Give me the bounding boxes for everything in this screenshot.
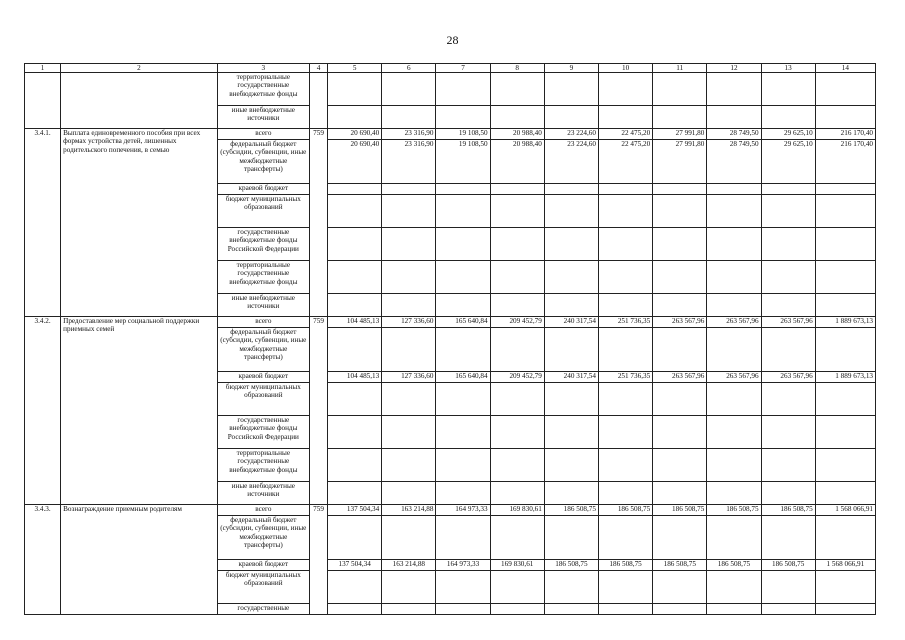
empty-cell [382, 73, 436, 106]
value-cell [328, 516, 382, 560]
value-cell: 22 475,20 [598, 129, 652, 140]
empty-cell [653, 294, 707, 317]
empty-cell [598, 482, 652, 505]
value-cell [328, 328, 382, 372]
column-number: 4 [309, 64, 327, 73]
empty-cell [761, 383, 815, 416]
empty-cell [544, 383, 598, 416]
empty-cell [490, 195, 544, 228]
empty-cell [382, 482, 436, 505]
source-label: краевой бюджет [217, 372, 309, 383]
empty-cell [653, 416, 707, 449]
column-number: 14 [815, 64, 875, 73]
value-cell [490, 328, 544, 372]
empty-cell [382, 106, 436, 129]
empty-cell [436, 604, 490, 615]
value-cell: 20 690,40 [328, 129, 382, 140]
empty-cell [382, 449, 436, 482]
empty-cell [761, 261, 815, 294]
row-number: 3.4.3. [25, 505, 61, 615]
empty-cell [815, 571, 875, 604]
source-label: бюджет муниципальных образований [217, 195, 309, 228]
value-cell: 164 973,33 [436, 505, 490, 516]
empty-cell [328, 106, 382, 129]
empty-cell [490, 482, 544, 505]
value-cell: 186 508,75 [544, 560, 598, 571]
value-cell: 251 736,35 [598, 317, 652, 328]
empty-cell [815, 195, 875, 228]
empty-cell [598, 294, 652, 317]
empty-cell [598, 416, 652, 449]
source-label: территориальные государственные внебюджетные фонды [217, 449, 309, 482]
value-cell: 164 973,33 [436, 560, 490, 571]
empty-cell [707, 383, 761, 416]
value-cell [815, 184, 875, 195]
empty-cell [598, 261, 652, 294]
empty-cell [815, 416, 875, 449]
value-cell: 104 485,13 [328, 372, 382, 383]
column-number: 12 [707, 64, 761, 73]
source-label: всего [217, 505, 309, 516]
value-cell: 169 830,61 [490, 505, 544, 516]
empty-cell [61, 73, 218, 129]
value-cell: 263 567,96 [761, 372, 815, 383]
value-cell: 28 749,50 [707, 140, 761, 184]
empty-cell [382, 416, 436, 449]
value-cell: 263 567,96 [761, 317, 815, 328]
column-number: 1 [25, 64, 61, 73]
empty-cell [328, 383, 382, 416]
empty-cell [815, 228, 875, 261]
empty-cell [598, 604, 652, 615]
empty-cell [598, 571, 652, 604]
empty-cell [490, 604, 544, 615]
column-number: 3 [217, 64, 309, 73]
value-cell: 1 889 673,13 [815, 372, 875, 383]
empty-cell [761, 571, 815, 604]
empty-cell [815, 106, 875, 129]
value-cell [436, 516, 490, 560]
empty-cell [598, 106, 652, 129]
empty-cell [544, 195, 598, 228]
value-cell: 263 567,96 [707, 317, 761, 328]
empty-cell [544, 604, 598, 615]
empty-cell [382, 228, 436, 261]
empty-cell [707, 416, 761, 449]
value-cell: 127 336,60 [382, 372, 436, 383]
value-cell: 209 452,79 [490, 372, 544, 383]
empty-cell [815, 261, 875, 294]
value-cell: 28 749,50 [707, 129, 761, 140]
empty-cell [309, 73, 327, 129]
empty-cell [815, 604, 875, 615]
empty-cell [707, 449, 761, 482]
page-number: 28 [446, 33, 459, 47]
value-cell: 23 316,90 [382, 129, 436, 140]
empty-cell [436, 416, 490, 449]
value-cell: 240 317,54 [544, 372, 598, 383]
empty-cell [544, 449, 598, 482]
value-cell [490, 516, 544, 560]
value-cell: 186 508,75 [761, 560, 815, 571]
source-label: федеральный бюджет (субсидии, субвенции, иные межбюджетные трансферты) [217, 140, 309, 184]
empty-cell [544, 228, 598, 261]
value-cell [544, 184, 598, 195]
value-cell: 163 214,88 [382, 560, 436, 571]
table-row [25, 129, 876, 140]
empty-cell [490, 416, 544, 449]
value-cell [382, 184, 436, 195]
table-row [25, 317, 876, 328]
value-cell: 29 625,10 [761, 140, 815, 184]
row-code: 759 [309, 129, 327, 317]
value-cell [707, 184, 761, 195]
value-cell: 186 508,75 [598, 505, 652, 516]
empty-cell [761, 195, 815, 228]
empty-cell [328, 228, 382, 261]
empty-cell [598, 195, 652, 228]
empty-cell [707, 106, 761, 129]
value-cell [544, 328, 598, 372]
empty-cell [328, 571, 382, 604]
value-cell [815, 516, 875, 560]
row-name: Вознаграждение приемным родителям [61, 505, 218, 615]
source-label: федеральный бюджет (субсидии, субвенции, иные межбюджетные трансферты) [217, 516, 309, 560]
value-cell: 1 889 673,13 [815, 317, 875, 328]
empty-cell [544, 73, 598, 106]
value-cell: 23 224,60 [544, 129, 598, 140]
empty-cell [761, 604, 815, 615]
empty-cell [815, 449, 875, 482]
column-number: 6 [382, 64, 436, 73]
empty-cell [436, 449, 490, 482]
value-cell: 27 991,80 [653, 129, 707, 140]
value-cell: 104 485,13 [328, 317, 382, 328]
value-cell [598, 516, 652, 560]
empty-cell [761, 106, 815, 129]
value-cell: 22 475,20 [598, 140, 652, 184]
empty-cell [490, 449, 544, 482]
value-cell: 20 690,40 [328, 140, 382, 184]
value-cell: 186 508,75 [598, 560, 652, 571]
source-label: краевой бюджет [217, 184, 309, 195]
empty-cell [436, 195, 490, 228]
empty-cell [382, 261, 436, 294]
row-code: 759 [309, 505, 327, 615]
empty-cell [653, 228, 707, 261]
empty-cell [707, 195, 761, 228]
empty-cell [707, 482, 761, 505]
row-code: 759 [309, 317, 327, 505]
row-number: 3.4.2. [25, 317, 61, 505]
empty-cell [598, 73, 652, 106]
empty-cell [815, 294, 875, 317]
column-number: 13 [761, 64, 815, 73]
empty-cell [328, 294, 382, 317]
value-cell [436, 184, 490, 195]
source-label: всего [217, 129, 309, 140]
value-cell [761, 184, 815, 195]
source-label: иные внебюджетные источники [217, 482, 309, 505]
empty-cell [436, 482, 490, 505]
value-cell [653, 328, 707, 372]
value-cell [598, 328, 652, 372]
empty-cell [436, 261, 490, 294]
value-cell: 186 508,75 [653, 560, 707, 571]
empty-cell [707, 294, 761, 317]
empty-cell [707, 73, 761, 106]
source-label: государственные внебюджетные фонды Российской Федерации [217, 416, 309, 449]
empty-cell [328, 73, 382, 106]
empty-cell [328, 195, 382, 228]
empty-cell [815, 482, 875, 505]
empty-cell [761, 73, 815, 106]
value-cell [490, 184, 544, 195]
empty-cell [328, 449, 382, 482]
empty-cell [544, 482, 598, 505]
empty-cell [707, 571, 761, 604]
empty-cell [815, 73, 875, 106]
empty-cell [490, 261, 544, 294]
empty-cell [328, 416, 382, 449]
value-cell: 137 504,34 [328, 505, 382, 516]
empty-cell [761, 482, 815, 505]
empty-cell [490, 294, 544, 317]
value-cell: 263 567,96 [653, 317, 707, 328]
row-name: Предоставление мер социальной поддержки приемных семей [61, 317, 218, 505]
source-label: территориальные государственные внебюджетные фонды [217, 261, 309, 294]
empty-cell [653, 195, 707, 228]
empty-cell [436, 294, 490, 317]
value-cell: 169 830,61 [490, 560, 544, 571]
empty-cell [544, 106, 598, 129]
source-label: государственные внебюджетные фонды Российской Федерации [217, 228, 309, 261]
row-name: Выплата единовременного пособия при всех формах устройства детей, лишенных родительского попечения, в семью [61, 129, 218, 317]
column-number: 9 [544, 64, 598, 73]
value-cell [815, 328, 875, 372]
value-cell: 1 568 066,91 [815, 505, 875, 516]
empty-cell [328, 261, 382, 294]
column-number: 10 [598, 64, 652, 73]
value-cell [707, 516, 761, 560]
value-cell: 20 988,40 [490, 129, 544, 140]
source-label: бюджет муниципальных образований [217, 571, 309, 604]
source-label: бюджет муниципальных образований [217, 383, 309, 416]
value-cell: 165 640,84 [436, 317, 490, 328]
empty-cell [25, 73, 61, 129]
column-number: 8 [490, 64, 544, 73]
value-cell: 186 508,75 [544, 505, 598, 516]
empty-cell [436, 73, 490, 106]
value-cell: 163 214,88 [382, 505, 436, 516]
empty-cell [436, 228, 490, 261]
source-label: государственные [217, 604, 309, 615]
empty-cell [328, 604, 382, 615]
value-cell [761, 516, 815, 560]
empty-cell [490, 383, 544, 416]
empty-cell [598, 383, 652, 416]
empty-cell [653, 449, 707, 482]
empty-cell [653, 106, 707, 129]
source-label: иные внебюджетные источники [217, 106, 309, 129]
value-cell: 20 988,40 [490, 140, 544, 184]
empty-cell [598, 228, 652, 261]
empty-cell [707, 228, 761, 261]
source-label: иные внебюджетные источники [217, 294, 309, 317]
empty-cell [490, 228, 544, 261]
column-number: 2 [61, 64, 218, 73]
column-number: 11 [653, 64, 707, 73]
empty-cell [436, 106, 490, 129]
empty-cell [761, 228, 815, 261]
value-cell [653, 516, 707, 560]
empty-cell [653, 73, 707, 106]
value-cell: 216 170,40 [815, 129, 875, 140]
value-cell: 19 108,50 [436, 129, 490, 140]
row-number: 3.4.1. [25, 129, 61, 317]
empty-cell [653, 482, 707, 505]
empty-cell [707, 604, 761, 615]
empty-cell [707, 261, 761, 294]
value-cell [328, 184, 382, 195]
value-cell: 23 316,90 [382, 140, 436, 184]
value-cell: 263 567,96 [707, 372, 761, 383]
source-label: краевой бюджет [217, 560, 309, 571]
empty-cell [761, 294, 815, 317]
empty-cell [598, 449, 652, 482]
value-cell: 137 504,34 [328, 560, 382, 571]
source-label: территориальные государственные внебюджетные фонды [217, 73, 309, 106]
value-cell: 23 224,60 [544, 140, 598, 184]
value-cell [761, 328, 815, 372]
empty-cell [761, 449, 815, 482]
empty-cell [490, 106, 544, 129]
empty-cell [544, 416, 598, 449]
empty-cell [653, 383, 707, 416]
table-row [25, 505, 876, 516]
value-cell [598, 184, 652, 195]
value-cell: 27 991,80 [653, 140, 707, 184]
empty-cell [544, 571, 598, 604]
empty-cell [382, 383, 436, 416]
empty-cell [815, 383, 875, 416]
source-label: федеральный бюджет (субсидии, субвенции, иные межбюджетные трансферты) [217, 328, 309, 372]
value-cell: 186 508,75 [653, 505, 707, 516]
value-cell: 165 640,84 [436, 372, 490, 383]
empty-cell [544, 261, 598, 294]
value-cell: 216 170,40 [815, 140, 875, 184]
empty-cell [436, 571, 490, 604]
column-number: 5 [328, 64, 382, 73]
budget-table [24, 63, 876, 615]
empty-cell [382, 294, 436, 317]
value-cell [653, 184, 707, 195]
empty-cell [490, 73, 544, 106]
empty-cell [436, 383, 490, 416]
value-cell: 209 452,79 [490, 317, 544, 328]
empty-cell [653, 571, 707, 604]
column-number: 7 [436, 64, 490, 73]
empty-cell [382, 571, 436, 604]
value-cell [436, 328, 490, 372]
empty-cell [490, 571, 544, 604]
value-cell [544, 516, 598, 560]
value-cell [707, 328, 761, 372]
empty-cell [382, 195, 436, 228]
value-cell [382, 328, 436, 372]
value-cell: 263 567,96 [653, 372, 707, 383]
empty-cell [653, 261, 707, 294]
value-cell: 186 508,75 [761, 505, 815, 516]
value-cell: 251 736,35 [598, 372, 652, 383]
value-cell: 186 508,75 [707, 505, 761, 516]
source-label: всего [217, 317, 309, 328]
value-cell: 1 568 066,91 [815, 560, 875, 571]
empty-cell [328, 482, 382, 505]
value-cell [382, 516, 436, 560]
value-cell: 29 625,10 [761, 129, 815, 140]
empty-cell [653, 604, 707, 615]
header-row [25, 64, 876, 73]
value-cell: 127 336,60 [382, 317, 436, 328]
value-cell: 19 108,50 [436, 140, 490, 184]
empty-cell [382, 604, 436, 615]
empty-cell [544, 294, 598, 317]
value-cell: 186 508,75 [707, 560, 761, 571]
table-row [25, 73, 876, 106]
empty-cell [761, 416, 815, 449]
value-cell: 240 317,54 [544, 317, 598, 328]
